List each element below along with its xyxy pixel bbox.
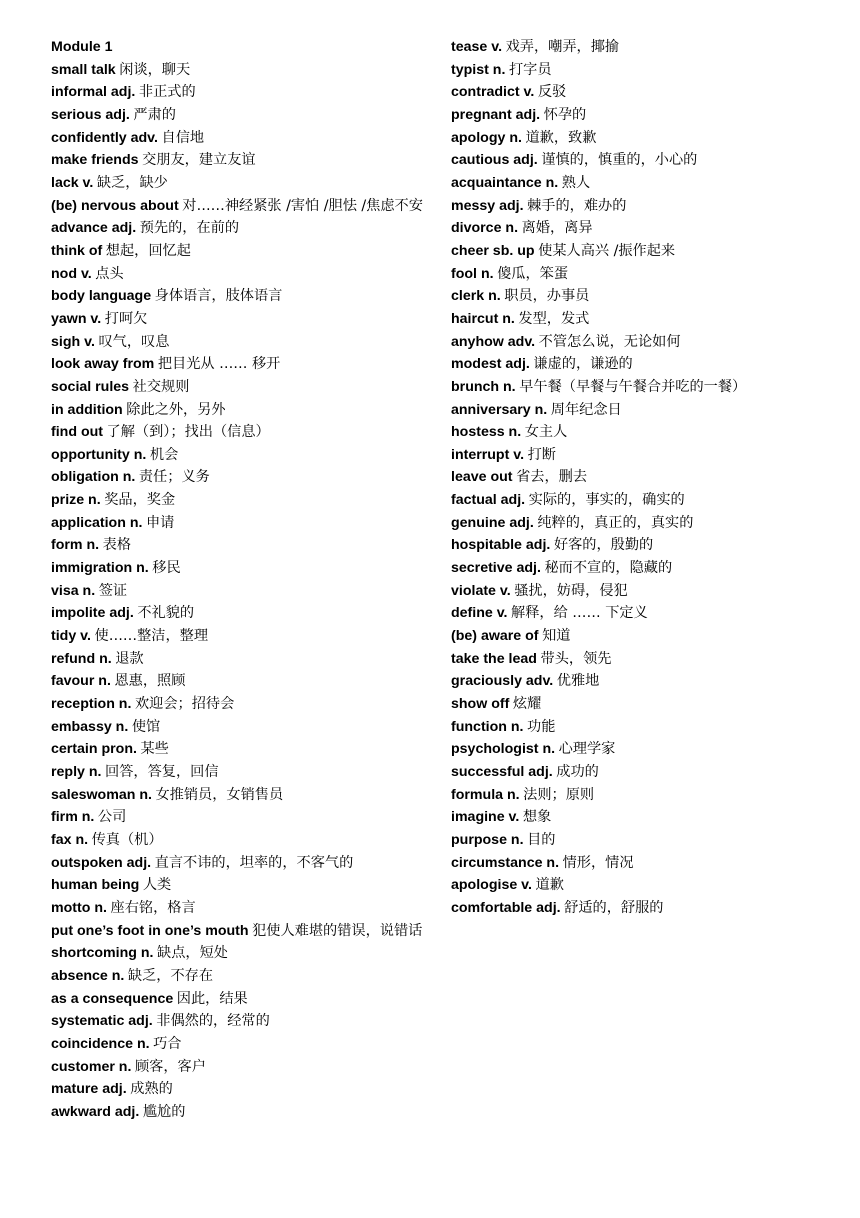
vocab-word: lack v.: [51, 174, 94, 191]
vocab-word: mature adj.: [51, 1081, 127, 1098]
vocab-definition: 解释，给 …… 下定义: [511, 605, 648, 622]
vocab-word: formula n.: [451, 786, 520, 803]
module-heading: Module 1: [51, 39, 113, 55]
vocab-word: informal adj.: [51, 84, 136, 101]
vocab-entry: [451, 240, 846, 263]
vocab-definition: 缺乏，缺少: [96, 174, 168, 191]
vocab-entry: [451, 738, 846, 761]
vocab-word: take the lead: [451, 650, 537, 667]
vocab-definition: 预先的，在前的: [139, 220, 240, 237]
vocab-definition: 谦虚的，谦逊的: [533, 356, 633, 373]
vocab-entry: [451, 353, 846, 376]
vocab-definition: 直言不讳的，坦率的，不客气的: [154, 854, 354, 871]
vocab-definition: 尴尬的: [142, 1103, 186, 1120]
vocab-definition: 不管怎么说，无论如何: [538, 333, 681, 350]
vocab-definition: 社交规则: [132, 378, 190, 395]
vocab-definition: 了解（到）；找出（信息）: [106, 424, 270, 441]
vocab-word: prize n.: [51, 492, 101, 509]
vocab-definition: 发型，发式: [518, 310, 590, 327]
vocab-word: violate v.: [451, 582, 511, 599]
vocab-entry: [51, 534, 423, 557]
left-entry-list: [51, 59, 423, 1124]
vocab-entry: [451, 534, 846, 557]
vocab-entry: [51, 376, 423, 399]
vocab-word: typist n.: [451, 61, 506, 78]
vocab-word: circumstance n.: [451, 854, 560, 871]
vocab-word: function n.: [451, 718, 524, 735]
vocab-entry: [451, 648, 846, 671]
left-column: [51, 36, 423, 1124]
vocab-definition: 道歉，致歉: [525, 129, 597, 146]
vocab-word: firm n.: [51, 809, 95, 826]
vocab-word: favour n.: [51, 673, 111, 690]
vocab-definition: 某些: [140, 741, 169, 758]
vocab-word: put one’s foot in one’s mouth: [51, 922, 249, 939]
vocab-entry: [51, 965, 423, 988]
vocab-definition: 叹气，叹息: [98, 333, 170, 350]
vocab-entry: [451, 308, 846, 331]
vocab-definition: 早午餐（早餐与午餐合并吃的一餐）: [519, 378, 747, 395]
vocab-entry: [51, 625, 423, 648]
vocab-word: interrupt v.: [451, 446, 525, 463]
vocab-word: impolite adj.: [51, 605, 134, 622]
vocab-word: find out: [51, 424, 103, 441]
vocab-entry: [451, 399, 846, 422]
vocab-definition: 谨慎的，慎重的，小心的: [541, 152, 698, 169]
vocab-definition: 骚扰，妨碍，侵犯: [514, 582, 628, 599]
vocab-entry: [51, 489, 423, 512]
vocab-entry: [51, 1010, 423, 1033]
vocab-entry: [51, 512, 423, 535]
vocab-definition: 传真（机）: [91, 831, 163, 848]
vocab-word: opportunity n.: [51, 446, 147, 463]
vocab-entry: [51, 421, 423, 444]
vocab-entry: [51, 308, 423, 331]
vocab-word: make friends: [51, 152, 139, 169]
vocab-word: cautious adj.: [451, 152, 538, 169]
vocab-entry: [451, 127, 846, 150]
vocab-definition: 离婚，离异: [521, 220, 593, 237]
vocab-entry: [451, 59, 846, 82]
vocab-definition: 移民: [152, 560, 181, 577]
vocab-word: acquaintance n.: [451, 174, 559, 191]
vocab-entry: [451, 874, 846, 897]
vocab-entry: [451, 421, 846, 444]
vocab-word: pregnant adj.: [451, 106, 541, 123]
vocab-definition: 巧合: [153, 1035, 182, 1052]
vocab-definition: 功能: [527, 718, 556, 735]
vocab-definition: 周年纪念日: [550, 401, 622, 418]
vocab-word: genuine adj.: [451, 514, 534, 531]
vocab-entry: [451, 376, 846, 399]
vocab-entry: [451, 466, 846, 489]
vocab-word: motto n.: [51, 899, 107, 916]
vocab-definition: 戏弄，嘲弄，揶揄: [505, 39, 620, 55]
vocab-word: saleswoman n.: [51, 786, 152, 803]
vocab-entry: [51, 988, 423, 1011]
vocab-definition: 签证: [98, 582, 128, 599]
vocab-word: divorce n.: [451, 220, 519, 237]
vocab-definition: 自信地: [161, 129, 205, 146]
vocab-definition: 闲谈，聊天: [119, 61, 191, 78]
vocab-word: reception n.: [51, 696, 132, 713]
vocab-entry: [451, 36, 846, 59]
vocab-definition: 道歉: [535, 877, 564, 894]
vocab-entry: [51, 1078, 423, 1101]
vocab-entry: [451, 829, 846, 852]
vocab-entry: [51, 806, 423, 829]
right-entry-list: [451, 36, 846, 920]
vocab-word: cheer sb. up: [451, 242, 535, 259]
vocab-word: outspoken adj.: [51, 854, 152, 871]
vocab-entry: [51, 331, 423, 354]
vocab-definition: 申请: [145, 514, 175, 531]
vocab-definition: 棘手的，难办的: [527, 197, 627, 214]
vocab-definition: 使某人高兴 /振作起来: [538, 242, 676, 259]
vocab-definition: 严肃的: [133, 106, 176, 123]
vocab-word: brunch n.: [451, 378, 516, 395]
vocab-entry: [51, 648, 423, 671]
vocab-word: (be) nervous about: [51, 197, 179, 214]
vocab-definition: 秘而不宣的，隐藏的: [544, 560, 673, 577]
vocab-word: anyhow adv.: [451, 333, 536, 350]
vocab-definition: 知道: [542, 628, 571, 645]
vocab-entry: [51, 829, 423, 852]
vocab-definition: 退款: [115, 650, 144, 667]
vocab-entry: [451, 149, 846, 172]
vocab-entry: [51, 784, 423, 807]
vocab-entry: [451, 602, 846, 625]
vocab-word: systematic adj.: [51, 1013, 153, 1030]
vocab-entry: [451, 625, 846, 648]
vocab-word: confidently adv.: [51, 129, 158, 146]
vocab-word: form n.: [51, 537, 100, 554]
vocab-definition: 打字员: [508, 61, 552, 78]
vocab-definition: 带头，领先: [540, 650, 612, 667]
vocab-entry: [451, 81, 846, 104]
vocab-definition: 奖品，奖金: [104, 492, 176, 509]
vocab-entry: [451, 285, 846, 308]
vocab-word: imagine v.: [451, 809, 520, 826]
vocab-definition: 交朋友，建立友谊: [142, 152, 256, 169]
vocab-word: awkward adj.: [51, 1103, 140, 1120]
vocab-word: yawn v.: [51, 310, 102, 327]
vocab-definition: 使……整洁，整理: [94, 628, 209, 645]
vocab-entry: [451, 806, 846, 829]
vocab-word: obligation n.: [51, 469, 136, 486]
vocab-definition: 炫耀: [512, 696, 542, 713]
vocab-word: anniversary n.: [451, 401, 548, 418]
vocab-definition: 成功的: [556, 764, 599, 780]
vocab-definition: 犯使人难堪的错误，说错话: [252, 922, 423, 939]
vocab-word: immigration n.: [51, 560, 149, 577]
vocab-word: contradict v.: [451, 84, 535, 101]
vocab-definition: 因此，结果: [176, 990, 248, 1007]
vocab-entry: [51, 353, 423, 376]
vocab-word: embassy n.: [51, 718, 129, 735]
vocab-word: modest adj.: [451, 356, 530, 373]
vocab-entry: [51, 81, 423, 104]
vocab-definition: 使馆: [131, 718, 161, 735]
vocab-word: successful adj.: [451, 764, 553, 780]
vocab-entry: [451, 670, 846, 693]
vocab-entry: [451, 331, 846, 354]
vocab-definition: 怀孕的: [543, 106, 587, 123]
vocab-entry: [51, 217, 423, 240]
vocab-entry: [51, 466, 423, 489]
vocab-definition: 打断: [527, 446, 556, 463]
vocab-entry: [51, 716, 423, 739]
vocab-word: secretive adj.: [451, 560, 541, 577]
vocab-entry: [51, 602, 423, 625]
vocab-word: comfortable adj.: [451, 899, 561, 916]
vocab-word: hospitable adj.: [451, 537, 551, 554]
vocab-entry: [451, 512, 846, 535]
vocab-definition: 回答，答复，回信: [105, 764, 219, 780]
vocab-entry: [451, 693, 846, 716]
vocab-word: small talk: [51, 61, 116, 78]
vocab-entry: [51, 738, 423, 761]
vocab-word: psychologist n.: [451, 741, 556, 758]
vocab-entry: [51, 149, 423, 172]
vocab-word: show off: [451, 696, 510, 713]
vocab-word: visa n.: [51, 582, 96, 599]
vocab-word: purpose n.: [451, 831, 524, 848]
vocab-entry: [51, 557, 423, 580]
vocab-word: (be) aware of: [451, 628, 539, 645]
vocab-definition: 情形，情况: [562, 854, 634, 871]
vocab-word: coincidence n.: [51, 1035, 150, 1052]
vocab-entry: [51, 104, 423, 127]
vocab-word: social rules: [51, 378, 130, 395]
vocab-definition: 身体语言，肢体语言: [154, 288, 283, 305]
vocab-definition: 舒适的，舒服的: [564, 899, 664, 916]
vocab-word: messy adj.: [451, 197, 524, 214]
vocab-word: fool n.: [451, 265, 494, 282]
vocab-definition: 点头: [95, 265, 124, 282]
vocab-word: shortcoming n.: [51, 945, 154, 962]
vocab-word: think of: [51, 242, 103, 259]
vocab-word: hostess n.: [451, 424, 522, 441]
vocab-word: customer n.: [51, 1058, 132, 1075]
vocab-entry: [51, 59, 423, 82]
vocab-word: application n.: [51, 514, 143, 531]
vocab-entry: [451, 716, 846, 739]
vocab-entry: [51, 942, 423, 965]
vocab-definition: 女推销员，女销售员: [155, 786, 284, 803]
vocab-entry: [451, 557, 846, 580]
vocab-word: in addition: [51, 401, 123, 418]
vocab-word: tidy v.: [51, 628, 91, 645]
vocab-entry: [451, 852, 846, 875]
vocab-entry: [51, 263, 423, 286]
vocab-entry: [451, 897, 846, 920]
vocab-entry: [451, 784, 846, 807]
vocab-definition: 省去，删去: [516, 469, 588, 486]
vocab-definition: 除此之外，另外: [126, 401, 226, 418]
vocab-word: as a consequence: [51, 990, 174, 1007]
vocab-definition: 打呵欠: [104, 310, 148, 327]
vocab-definition: 好客的，殷勤的: [553, 537, 654, 554]
vocab-entry: [51, 852, 423, 875]
vocab-definition: 座右铭，格言: [110, 899, 196, 916]
vocab-word: body language: [51, 288, 152, 305]
vocab-entry: [451, 217, 846, 240]
vocab-entry: [451, 104, 846, 127]
vocab-definition: 表格: [102, 537, 132, 554]
vocab-entry: [51, 874, 423, 897]
vocab-entry: [51, 444, 423, 467]
vocab-definition: 缺点，短处: [157, 945, 228, 962]
vocab-definition: 人类: [142, 877, 172, 894]
vocab-word: apology n.: [451, 129, 522, 146]
vocab-definition: 职员，办事员: [504, 288, 590, 305]
vocab-word: reply n.: [51, 764, 102, 780]
vocab-entry: [451, 172, 846, 195]
vocab-entry: [451, 489, 846, 512]
vocab-definition: 非正式的: [138, 84, 196, 101]
vocab-word: look away from: [51, 356, 155, 373]
vocab-entry: [51, 897, 423, 920]
vocab-definition: 把目光从 …… 移开: [157, 356, 281, 373]
vocab-word: sigh v.: [51, 333, 95, 350]
vocab-word: absence n.: [51, 967, 125, 984]
vocab-word: advance adj.: [51, 220, 137, 237]
vocab-definition: 想象: [522, 809, 552, 826]
vocab-word: fax n.: [51, 831, 89, 848]
vocab-definition: 目的: [527, 831, 556, 848]
vocab-definition: 不礼貌的: [137, 605, 195, 622]
vocab-entry: [51, 580, 423, 603]
vocab-word: apologise v.: [451, 877, 532, 894]
vocab-entry: [51, 761, 423, 784]
vocab-word: define v.: [451, 605, 508, 622]
vocab-definition: 责任；义务: [138, 469, 210, 486]
vocab-definition: 实际的，事实的，确实的: [528, 492, 685, 509]
vocab-entry: [451, 263, 846, 286]
vocab-entry: [51, 1101, 423, 1124]
right-column: [451, 36, 846, 920]
vocab-definition: 对……神经紧张 /害怕 /胆怯 /焦虑不安: [182, 197, 423, 214]
vocab-definition: 熟人: [561, 174, 591, 191]
vocab-entry: [51, 285, 423, 308]
vocab-word: serious adj.: [51, 106, 130, 123]
vocab-word: clerk n.: [451, 288, 501, 305]
vocab-definition: 心理学家: [558, 741, 616, 758]
vocab-definition: 欢迎会；招待会: [134, 696, 235, 713]
vocab-entry: [51, 920, 423, 943]
vocab-definition: 优雅地: [556, 673, 600, 690]
vocab-word: leave out: [451, 469, 513, 486]
vocab-entry: [51, 240, 423, 263]
vocab-word: haircut n.: [451, 310, 515, 327]
vocab-word: certain pron.: [51, 741, 137, 758]
vocab-definition: 女主人: [524, 424, 568, 441]
vocab-definition: 反驳: [537, 84, 567, 101]
vocab-entry: [51, 127, 423, 150]
vocab-entry: [51, 693, 423, 716]
vocab-word: factual adj.: [451, 492, 526, 509]
vocab-entry: [51, 1056, 423, 1079]
vocab-definition: 公司: [97, 809, 127, 826]
vocab-definition: 顾客，客户: [134, 1058, 206, 1075]
vocab-word: tease v.: [451, 39, 503, 55]
vocab-entry: [451, 580, 846, 603]
vocab-definition: 想起，回忆起: [105, 242, 191, 259]
vocab-definition: 非偶然的，经常的: [156, 1013, 270, 1030]
vocab-word: graciously adv.: [451, 673, 554, 690]
vocab-definition: 成熟的: [130, 1081, 173, 1098]
vocab-entry: [451, 195, 846, 218]
vocab-definition: 纯粹的，真正的，真实的: [537, 514, 694, 531]
vocab-entry: [51, 195, 423, 218]
vocab-entry: [51, 1033, 423, 1056]
vocab-entry: [51, 172, 423, 195]
vocab-entry: [451, 444, 846, 467]
vocab-definition: 法则；原则: [523, 786, 595, 803]
vocab-definition: 缺乏，不存在: [127, 967, 214, 984]
vocab-entry: [51, 670, 423, 693]
vocab-word: human being: [51, 877, 140, 894]
vocab-word: nod v.: [51, 265, 92, 282]
vocab-definition: 机会: [149, 446, 179, 463]
vocab-word: refund n.: [51, 650, 112, 667]
vocab-entry: [451, 761, 846, 784]
vocab-entry: [51, 399, 423, 422]
vocab-definition: 恩惠，照顾: [114, 673, 186, 690]
vocab-definition: 傻瓜，笨蛋: [497, 265, 569, 282]
